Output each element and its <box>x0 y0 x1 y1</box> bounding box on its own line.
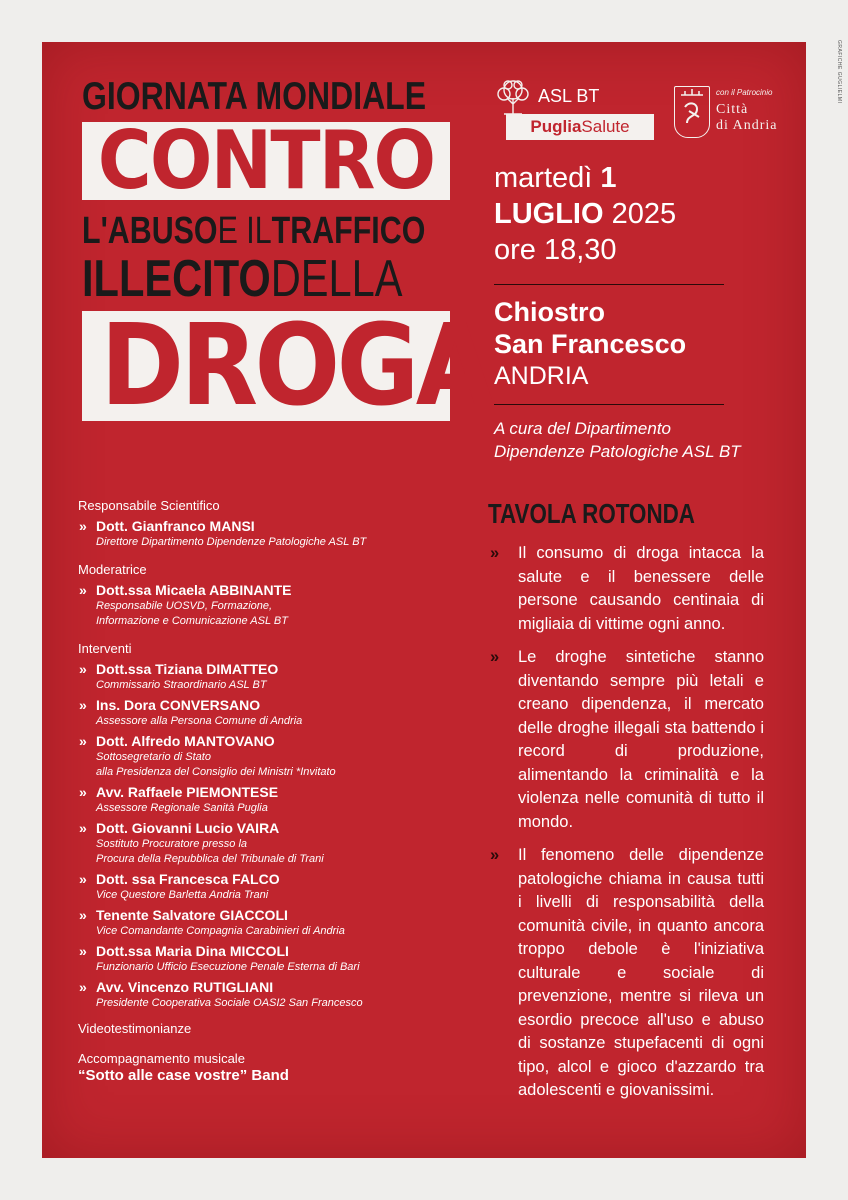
andria-crest-icon <box>674 86 710 138</box>
chevron-icon: » <box>79 907 87 923</box>
event-day-name: martedì <box>494 162 601 194</box>
speaker-entry <box>78 733 438 780</box>
paragraph-text: Il consumo di droga intacca la salute e il benessere delle persone causando centinaia di migliaia di vittime ogni anno. <box>518 544 764 633</box>
section-label-interventi: Interventi <box>78 641 132 656</box>
patrocinio-label: con il Patrocinio <box>716 88 773 97</box>
event-month: LUGLIO <box>494 198 604 230</box>
speaker-name: Dott.ssa Maria Dina MICCOLI <box>96 943 289 959</box>
paragraph <box>488 542 764 636</box>
venue-line-1: Chiostro <box>494 297 605 327</box>
asl-bt-text: ASL BT <box>538 86 600 106</box>
speaker-role: Commissario Straordinario ASL BT <box>96 679 267 691</box>
venue-line-2: San Francesco <box>494 329 687 359</box>
main-title <box>82 75 491 431</box>
speaker-entry <box>78 979 438 1011</box>
event-year: 2025 <box>603 198 677 230</box>
chevron-icon: » <box>79 943 87 959</box>
tavola-rotonda-text <box>488 542 764 1113</box>
speaker-name: Avv. Raffaele PIEMONTESE <box>96 784 279 800</box>
organizer-line-1: A cura del Dipartimento <box>494 419 672 438</box>
title-contro-block <box>82 114 450 207</box>
chevron-icon: » <box>79 871 87 887</box>
asl-bt-logo <box>494 78 654 140</box>
paragraph <box>488 844 764 1103</box>
speaker-role: Informazione e Comunicazione ASL BT <box>96 615 288 627</box>
chevron-icon: » <box>490 648 500 666</box>
event-day-number: 1 <box>600 162 617 194</box>
title-traffico: TRAFFICO <box>271 210 426 252</box>
citta-di-andria-text <box>716 102 778 134</box>
paragraph-text: Il fenomeno delle dipendenze patologiche chiama in causa tutti i livelli di responsabilità della comunità civile, in quanto ancora troppo debole è l'iniziativa culturale e sociale di prevenzione, mentre si rileva un esordio precoce all'uso e abuso di sostanze stupefacenti di ogni tipo, alcol e gioco d'azzardo tra adolescenti e giovanissimi. <box>518 846 764 1099</box>
section-label-responsabile: Responsabile Scientifico <box>78 498 220 513</box>
poster <box>42 42 806 1158</box>
title-line-abuso <box>82 211 462 251</box>
speaker-name: Dott. Gianfranco MANSI <box>96 518 255 534</box>
speaker-entry <box>78 697 438 729</box>
title-contro: CONTRO <box>97 114 435 207</box>
paragraph-text: Le droghe sintetiche stanno diventando sempre più letali e creano dipendenza, il mercato delle droghe illegali sta battendo i record di produzione, alimentando la criminalità e la violenza nelle comunità di tutto il mondo. <box>518 648 764 831</box>
speaker-entry <box>78 820 438 867</box>
speaker-name: Dott.ssa Micaela ABBINANTE <box>96 582 292 598</box>
title-droga-block <box>82 301 491 431</box>
chevron-icon: » <box>79 661 87 677</box>
speaker-role: Assessore alla Persona Comune di Andria <box>96 715 303 727</box>
chevron-icon: » <box>79 518 87 534</box>
title-line-illecito <box>82 250 462 308</box>
speaker-role: Vice Questore Barletta Andria Trani <box>96 889 269 901</box>
band-name: “Sotto alle case vostre” Band <box>78 1067 289 1084</box>
title-e-il: E IL <box>217 210 272 252</box>
chevron-icon: » <box>79 733 87 749</box>
event-date <box>494 160 676 268</box>
speaker-name: Dott. ssa Francesca FALCO <box>96 871 280 887</box>
speaker-role: Procura della Repubblica del Tribunale di Trani <box>96 853 324 865</box>
speaker-role: Assessore Regionale Sanità Puglia <box>96 802 268 814</box>
chevron-icon: » <box>79 784 87 800</box>
section-label-musica: Accompagnamento musicale <box>78 1051 245 1066</box>
speaker-role: Sostituto Procuratore presso la <box>96 838 248 850</box>
chevron-icon: » <box>79 820 87 836</box>
speaker-name: Tenente Salvatore GIACCOLI <box>96 907 288 923</box>
section-label-moderatrice: Moderatrice <box>78 562 147 577</box>
speaker-role: Direttore Dipartimento Dipendenze Patologiche ASL BT <box>96 536 367 548</box>
speaker-name: Dott.ssa Tiziana DIMATTEO <box>96 661 279 677</box>
divider <box>494 284 724 285</box>
speaker-role: Sottosegretario di Stato <box>96 751 211 763</box>
divider <box>494 404 724 405</box>
salute-text: Salute <box>581 117 630 136</box>
chevron-icon: » <box>79 582 87 598</box>
speaker-entry <box>78 943 438 975</box>
speaker-role: alla Presidenza del Consiglio dei Ministri *Invitato <box>96 766 336 778</box>
speaker-entry <box>78 907 438 939</box>
title-illecito: ILLECITO <box>82 250 271 308</box>
speaker-entry <box>78 582 438 629</box>
citta-line: Città <box>716 102 749 117</box>
printer-credit: GRAFICHE GUGLIELMI <box>836 40 842 104</box>
title-abuso: L'ABUSO <box>82 210 218 252</box>
speaker-name: Dott. Giovanni Lucio VAIRA <box>96 820 280 836</box>
speaker-entry <box>78 518 438 550</box>
speaker-role: Funzionario Ufficio Esecuzione Penale Esterna di Bari <box>96 961 360 973</box>
andria-line: di Andria <box>716 118 778 133</box>
organizer-line-2: Dipendenze Patologiche ASL BT <box>494 442 741 461</box>
chevron-icon: » <box>79 979 87 995</box>
tavola-rotonda-heading: TAVOLA ROTONDA <box>488 498 695 529</box>
puglia-text: Puglia <box>530 117 582 136</box>
venue-city: ANDRIA <box>494 362 589 390</box>
programme <box>78 498 438 1085</box>
title-line-giornata: GIORNATA MONDIALE <box>82 75 427 118</box>
title-droga: DROGA <box>100 301 491 431</box>
speaker-role: Vice Comandante Compagnia Carabinieri di Andria <box>96 925 345 937</box>
event-time: ore 18,30 <box>494 234 617 266</box>
speaker-name: Avv. Vincenzo RUTIGLIANI <box>96 979 274 995</box>
event-venue <box>494 296 686 392</box>
chevron-icon: » <box>79 697 87 713</box>
organizer <box>494 417 741 463</box>
speaker-name: Dott. Alfredo MANTOVANO <box>96 733 275 749</box>
speaker-entry <box>78 871 438 903</box>
puglia-salute-box <box>506 114 654 140</box>
paragraph <box>488 646 764 834</box>
title-della: DELLA <box>270 250 403 308</box>
chevron-icon: » <box>490 846 500 864</box>
speaker-role: Presidente Cooperativa Sociale OASI2 San Francesco <box>96 997 363 1009</box>
speaker-name: Ins. Dora CONVERSANO <box>96 697 261 713</box>
speaker-entry <box>78 661 438 693</box>
citta-di-andria-logo <box>674 86 804 142</box>
section-label-videotestimonianze: Videotestimonianze <box>78 1021 192 1036</box>
tree-icon <box>494 78 532 118</box>
speaker-entry <box>78 784 438 816</box>
speaker-role: Responsabile UOSVD, Formazione, <box>96 600 273 612</box>
chevron-icon: » <box>490 544 500 562</box>
